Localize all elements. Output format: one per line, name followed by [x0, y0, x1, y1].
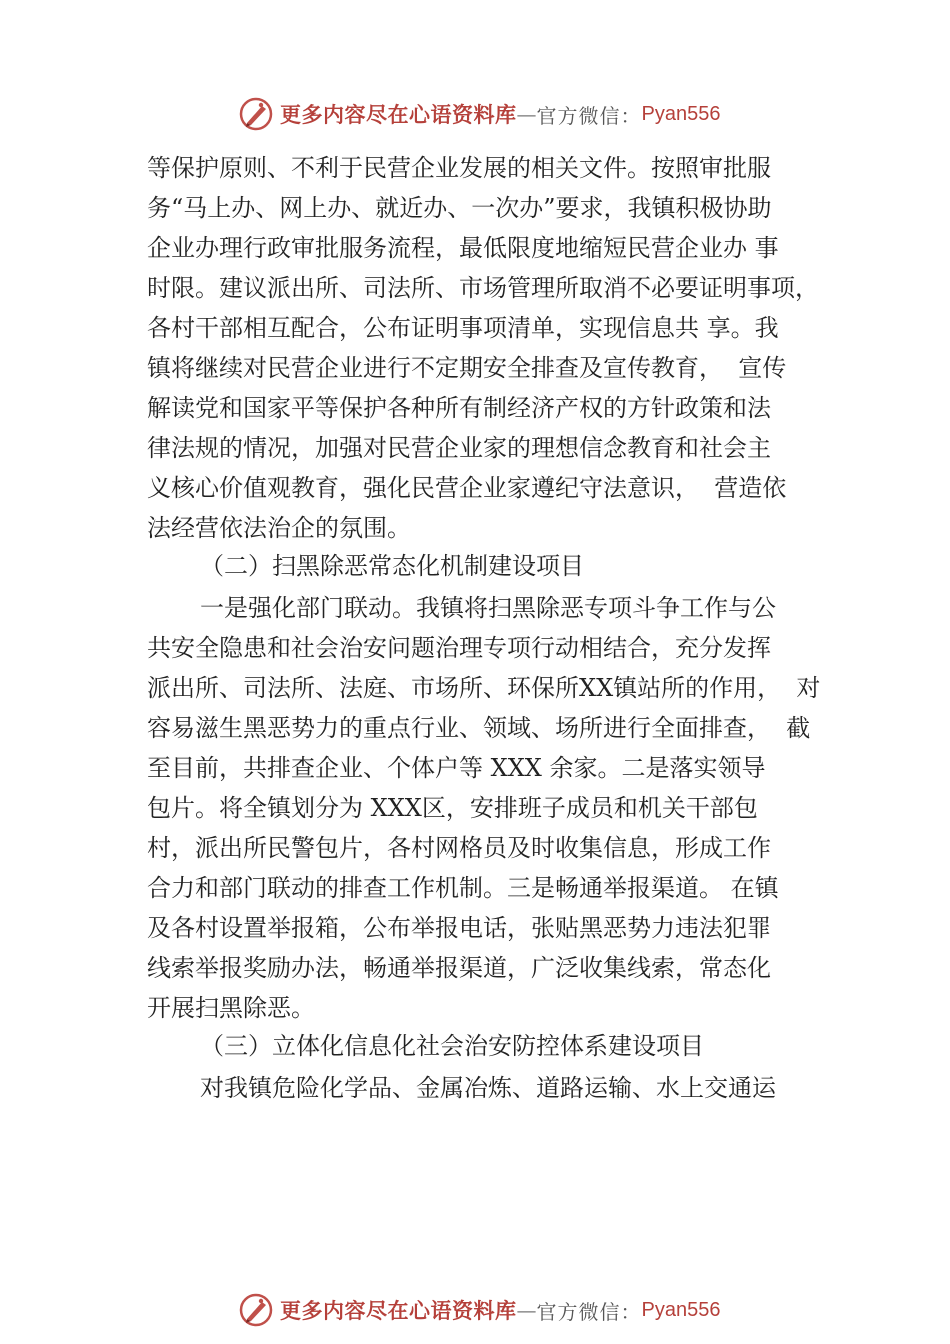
text-line: 镇将继续对民营企业进行不定期安全排查及宣传教育， 宣传: [147, 354, 787, 382]
section-heading: （二）扫黑除恶常态化机制建设项目: [200, 552, 584, 580]
text-line: 至目前，共排查企业、个体户等 XXX 余家。二是落实领导: [147, 754, 766, 782]
header-watermark: [238, 96, 720, 132]
text-line: 共安全隐患和社会治安问题治理专项行动相结合，充分发挥: [147, 634, 771, 662]
text-line: 各村干部相互配合，公布证明事项清单，实现信息共 享。我: [147, 314, 779, 342]
text-line: 解读党和国家平等保护各种所有制经济产权的方针政策和法: [147, 394, 771, 422]
text-line: 务“马上办、网上办、就近办、一次办”要求，我镇积极协助: [147, 194, 772, 222]
text-line: 对我镇危险化学品、金属冶炼、道路运输、水上交通运: [200, 1074, 776, 1102]
footer-watermark: [238, 1292, 720, 1328]
footer-watermark-text: 更多内容尽在心语资料库: [280, 1298, 517, 1323]
text-line: 等保护原则、不利于民营企业发展的相关文件。按照审批服: [147, 154, 771, 182]
header-watermark-label: 官方微信：: [536, 103, 642, 128]
text-line: 线索举报奖励办法，畅通举报渠道，广泛收集线索，常态化: [147, 954, 771, 982]
header-watermark-dash: —: [516, 102, 537, 126]
text-line: 时限。建议派出所、司法所、市场管理所取消不必要证明事项，: [147, 274, 819, 302]
text-line: 容易滋生黑恶势力的重点行业、领域、场所进行全面排查， 截: [147, 714, 811, 742]
text-line: 义核心价值观教育，强化民营企业家遵纪守法意识， 营造依: [147, 474, 787, 502]
text-line: 法经营依法治企的氛围。: [147, 514, 411, 542]
header-watermark-id: Pyan556: [641, 102, 721, 125]
footer-watermark-label: 官方微信：: [536, 1299, 642, 1324]
text-line: 开展扫黑除恶。: [147, 994, 315, 1022]
footer-watermark-id: Pyan556: [641, 1298, 721, 1321]
text-line: 村，派出所民警包片，各村网格员及时收集信息，形成工作: [147, 834, 771, 862]
text-line: 包片。将全镇划分为 XXX区，安排班子成员和机关干部包: [147, 794, 758, 822]
text-line: 企业办理行政审批服务流程，最低限度地缩短民营企业办 事: [147, 234, 779, 262]
text-line: 及各村设置举报箱，公布举报电话，张贴黑恶势力违法犯罪: [147, 914, 771, 942]
footer-watermark-dash: —: [516, 1298, 537, 1322]
text-line: 派出所、司法所、法庭、市场所、环保所XX镇站所的作用， 对: [147, 674, 821, 702]
pen-logo-icon: [238, 96, 274, 132]
section-heading: （三）立体化信息化社会治安防控体系建设项目: [200, 1032, 704, 1060]
text-line: 一是强化部门联动。我镇将扫黑除恶专项斗争工作与公: [200, 594, 776, 622]
pen-logo-icon: [238, 1292, 274, 1328]
text-line: 律法规的情况，加强对民营企业家的理想信念教育和社会主: [147, 434, 771, 462]
text-line: 合力和部门联动的排查工作机制。三是畅通举报渠道。 在镇: [147, 874, 779, 902]
header-watermark-text: 更多内容尽在心语资料库: [280, 102, 517, 127]
